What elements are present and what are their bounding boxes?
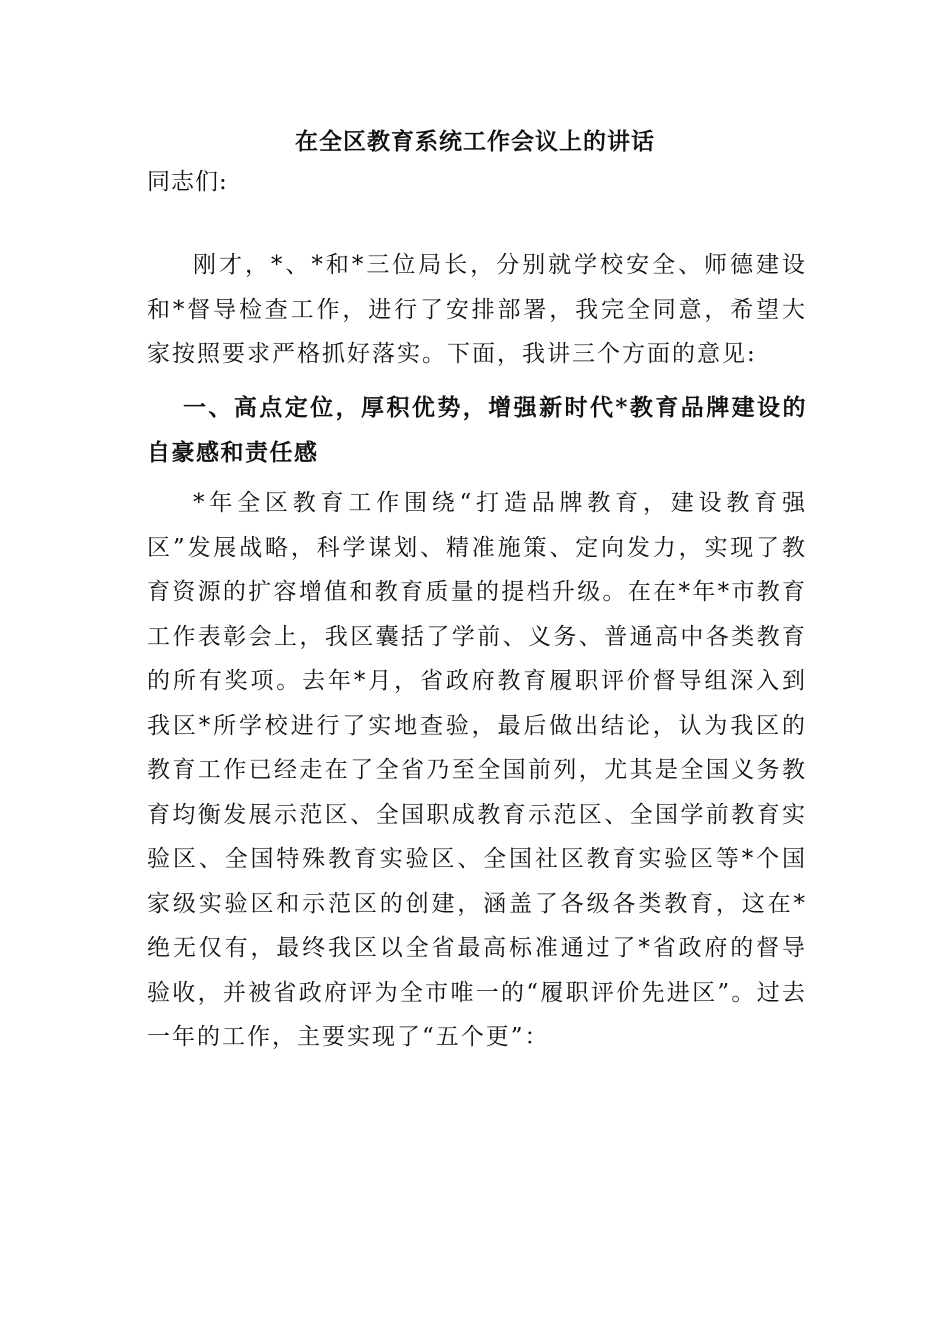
paragraph-2: *年全区教育工作围绕“打造品牌教育，建设教育强区”发展战略，科学谋划、精准施策、定向发力，实现了教育资源的扩容增值和教育质量的提档升级。在在*年*市教育工作表彰会上，我区囊括了学前、义务、普通高中各类教育的所有奖项。去年*月，省政府教育履职评价督导组深入到我区*所学校进行了实地查验，最后做出结论，认为我区的教育工作已经走在了全省乃至全国前列，尤其是全国义务教育均衡发展示范区、全国职成教育示范区、全国学前教育实验区、全国特殊教育实验区、全国社区教育实验区等*个国家级实验区和示范区的创建，涵盖了各级各类教育，这在*绝无仅有，最终我区以全省最高标准通过了*省政府的督导验收，并被省政府评为全市唯一的“履职评价先进区”。过去一年的工作，主要实现了“五个更”： (147, 490, 807, 1050)
section-heading-1: 一、高点定位，厚积优势，增强新时代*教育品牌建设的自豪感和责任感 (147, 394, 807, 466)
document-title: 在全区教育系统工作会议上的讲话 (295, 128, 655, 155)
paragraph-1: 刚才，*、*和*三位局长，分别就学校安全、师德建设和*督导检查工作，进行了安排部署，我完全同意，希望大家按照要求严格抓好落实。下面，我讲三个方面的意见: (147, 252, 807, 367)
salutation: 同志们: (147, 169, 228, 195)
